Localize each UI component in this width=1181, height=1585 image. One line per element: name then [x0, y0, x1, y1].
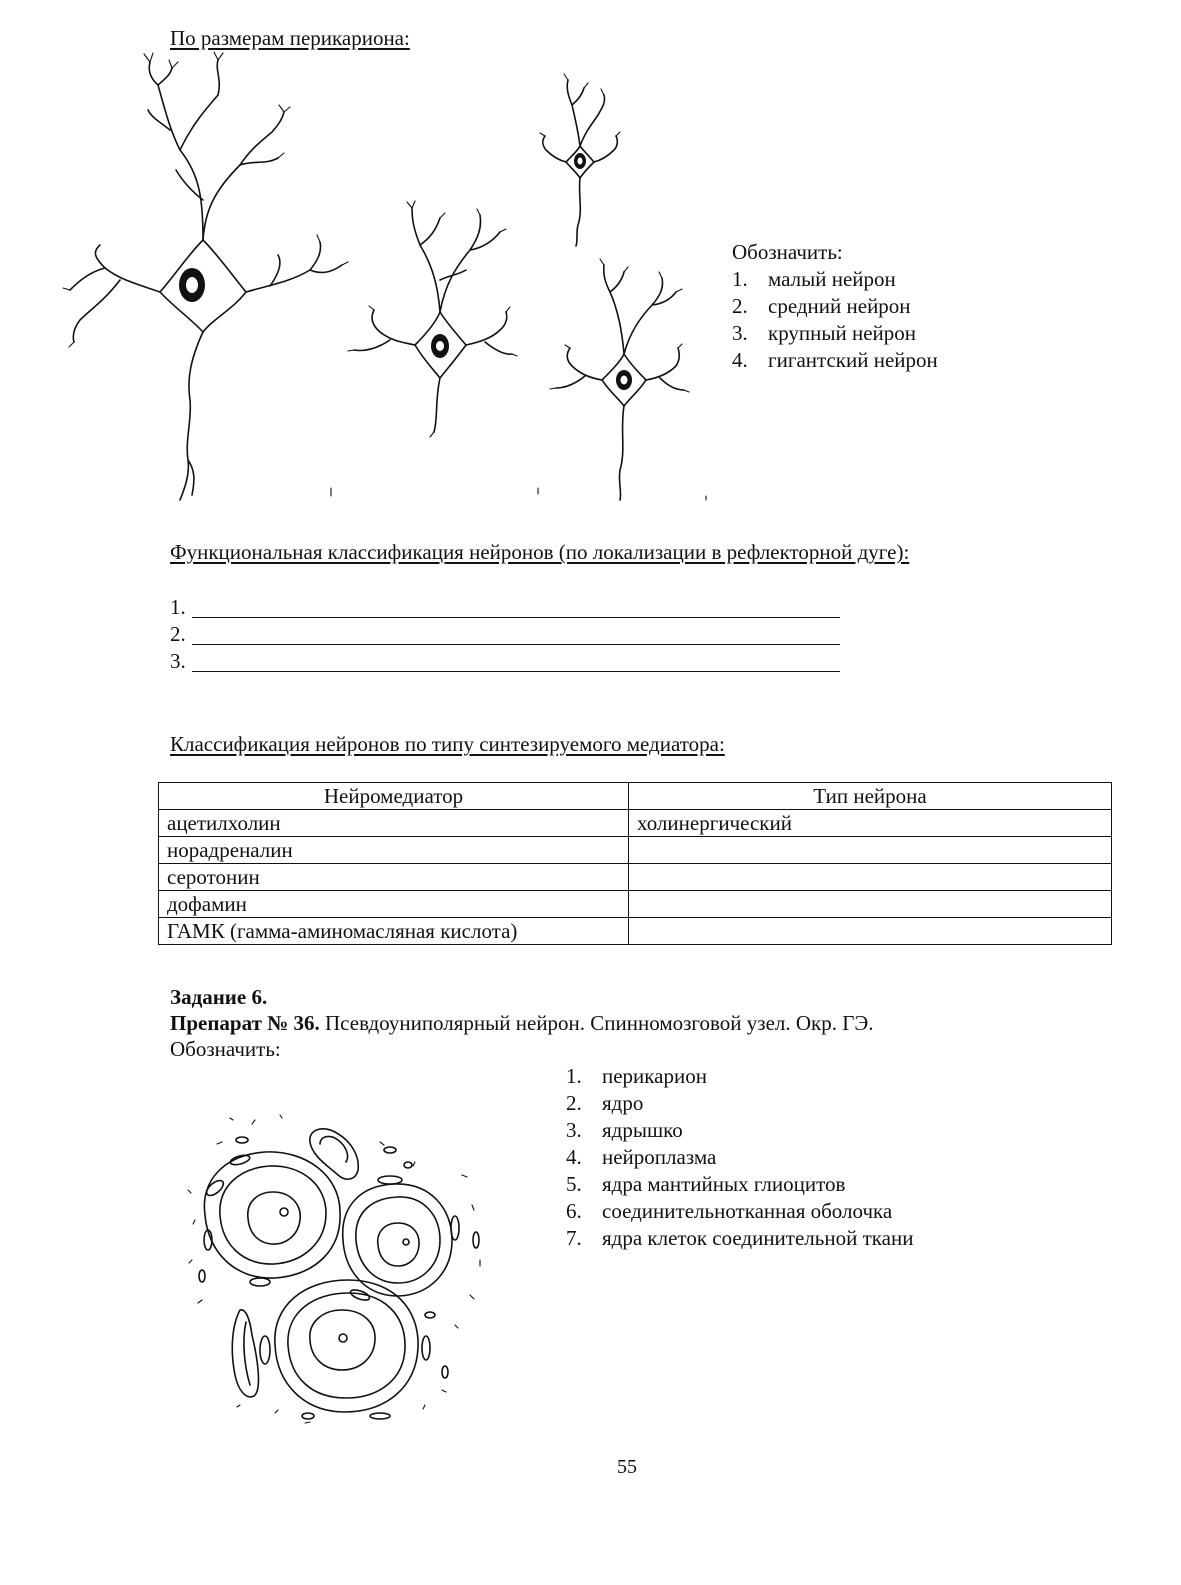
cell-neuron-type[interactable]: холинергический	[629, 810, 1112, 837]
section-heading-functional: Функциональная классификация нейронов (по локализации в рефлекторной дуге):	[170, 540, 910, 564]
answer-blank-2[interactable]: 2.	[170, 621, 840, 649]
section-heading-mediator: Классификация нейронов по типу синтезируемого медиатора:	[170, 732, 725, 756]
medium-neuron-drawing	[550, 259, 689, 500]
giant-neuron-drawing	[63, 52, 348, 500]
large-neuron-drawing	[348, 201, 517, 437]
ganglion-cell-1	[204, 1152, 340, 1286]
preparation-line	[170, 1011, 874, 1036]
answer-blank-3[interactable]: 3.	[170, 648, 840, 676]
table-row	[159, 891, 1112, 918]
label-item: 6. соединительнотканная оболочка	[566, 1199, 893, 1223]
table-row	[159, 918, 1112, 945]
small-neuron-drawing	[540, 74, 620, 246]
preparation-label: Препарат № 36.	[170, 1011, 320, 1035]
ganglion-cell-3	[260, 1280, 430, 1419]
label-item: 5. ядра мантийных глиоцитов	[566, 1172, 846, 1196]
page-number: 55	[617, 1456, 637, 1478]
legend-item: 2. средний нейрон	[732, 294, 911, 318]
answer-blank-1[interactable]: 1.	[170, 594, 840, 622]
label-item: 2. ядро	[566, 1091, 644, 1115]
cell-mediator: дофамин	[159, 891, 629, 918]
connective-capsule	[310, 1129, 358, 1179]
label-item: 7. ядра клеток соединительной ткани	[566, 1226, 914, 1250]
label-item: 4. нейроплазма	[566, 1145, 717, 1169]
cell-neuron-type[interactable]	[629, 891, 1112, 918]
table-row	[159, 837, 1112, 864]
cell-neuron-type[interactable]	[629, 918, 1112, 945]
preparation-description: Псевдоуниполярный нейрон. Спинномозговой узел. Окр. ГЭ.	[319, 1011, 874, 1035]
label-item: 1. перикарион	[566, 1064, 707, 1088]
spinal-ganglion-drawing	[180, 1100, 500, 1430]
legend-title: Обозначить:	[732, 240, 843, 264]
cell-neuron-type[interactable]	[629, 864, 1112, 891]
table-row	[159, 864, 1112, 891]
task-title: Задание 6.	[170, 985, 268, 1009]
cell-mediator: ацетилхолин	[159, 810, 629, 837]
cell-neuron-type[interactable]	[629, 837, 1112, 864]
ganglion-cell-2	[343, 1176, 459, 1302]
label-item: 3. ядрышко	[566, 1118, 683, 1142]
section-heading-perikaryon-size: По размерам перикариона:	[170, 26, 410, 50]
legend-item: 1. малый нейрон	[732, 267, 896, 291]
neuron-drawings	[0, 0, 760, 520]
column-header-mediator: Нейромедиатор	[159, 783, 629, 810]
cell-mediator: серотонин	[159, 864, 629, 891]
ganglion-label-list	[566, 1063, 913, 1252]
legend-item: 4. гигантский нейрон	[732, 348, 938, 372]
cell-mediator: норадреналин	[159, 837, 629, 864]
neuron-size-legend	[732, 266, 938, 374]
mediator-table	[158, 782, 1112, 945]
task-instruction: Обозначить:	[170, 1037, 281, 1061]
legend-item: 3. крупный нейрон	[732, 321, 917, 345]
column-header-neuron-type: Тип нейрона	[629, 783, 1112, 810]
table-row	[159, 810, 1112, 837]
table-header-row	[159, 783, 1112, 810]
cell-mediator: ГАМК (гамма-аминомасляная кислота)	[159, 918, 629, 945]
